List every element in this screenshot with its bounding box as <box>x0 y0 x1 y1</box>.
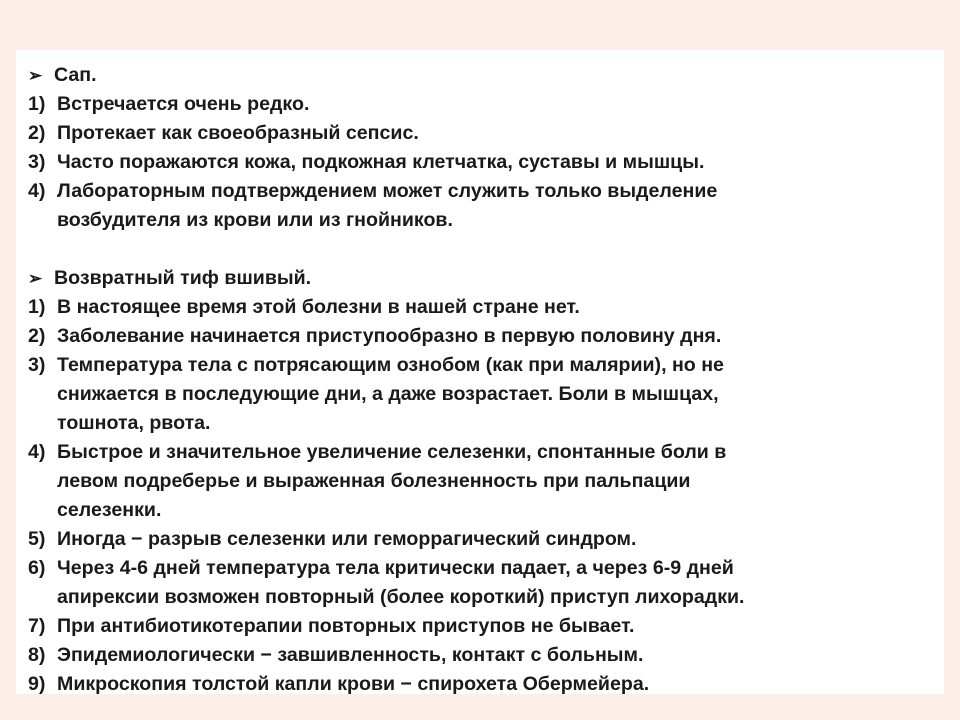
item-number: 3) <box>28 354 46 376</box>
slide-panel <box>16 50 944 694</box>
item-number: 1) <box>28 296 46 318</box>
section-title: Возвратный тиф вшивый. <box>54 267 312 289</box>
item-text: Встречается очень редко. <box>57 93 310 115</box>
item-text: В настоящее время этой болезни в нашей стране нет. <box>57 296 580 318</box>
list-item <box>28 322 928 351</box>
list-item <box>28 641 928 670</box>
list-item-continuation <box>28 409 928 438</box>
item-text: возбудителя из крови или из гнойников. <box>57 209 453 231</box>
item-number: 3) <box>28 151 46 173</box>
slide-content <box>28 61 928 699</box>
list-item-continuation <box>28 380 928 409</box>
item-text: При антибиотикотерапии повторных приступов не бывает. <box>57 615 635 637</box>
list-item <box>28 90 928 119</box>
item-number: 9) <box>28 673 46 695</box>
item-text: Эпидемиологически − завшивленность, контакт с больным. <box>57 644 644 666</box>
section-gap <box>28 235 928 264</box>
item-text: Протекает как своеобразный сепсис. <box>57 122 419 144</box>
item-text: Быстрое и значительное увеличение селезенки, спонтанные боли в <box>57 441 727 463</box>
list-item-continuation <box>28 467 928 496</box>
item-text: снижается в последующие дни, а даже возрастает. Боли в мышцах, <box>57 383 719 405</box>
list-item <box>28 148 928 177</box>
item-number: 2) <box>28 325 46 347</box>
item-number: 4) <box>28 441 46 463</box>
list-item <box>28 293 928 322</box>
list-item <box>28 612 928 641</box>
item-text: левом подреберье и выраженная болезненность при пальпации <box>57 470 691 492</box>
item-number: 2) <box>28 122 46 144</box>
item-number: 5) <box>28 528 46 550</box>
section-title: Сап. <box>54 64 97 86</box>
list-item <box>28 119 928 148</box>
item-text: тошнота, рвота. <box>57 412 211 434</box>
item-text: апирексии возможен повторный (более короткий) приступ лихорадки. <box>57 586 745 608</box>
item-text: Через 4-6 дней температура тела критически падает, а через 6-9 дней <box>57 557 734 579</box>
list-item <box>28 177 928 206</box>
arrow-bullet-icon: ➢ <box>28 269 43 288</box>
item-number: 8) <box>28 644 46 666</box>
list-item-continuation <box>28 496 928 525</box>
item-number: 7) <box>28 615 46 637</box>
arrow-bullet-icon: ➢ <box>28 66 43 85</box>
item-text: Температура тела с потрясающим ознобом (как при малярии), но не <box>57 354 724 376</box>
list-item <box>28 438 928 467</box>
section-heading <box>28 264 928 293</box>
list-item-continuation <box>28 206 928 235</box>
item-number: 4) <box>28 180 46 202</box>
list-item <box>28 670 928 699</box>
list-item <box>28 525 928 554</box>
item-text: Иногда − разрыв селезенки или геморрагический синдром. <box>57 528 637 550</box>
item-number: 6) <box>28 557 46 579</box>
item-text: Часто поражаются кожа, подкожная клетчатка, суставы и мышцы. <box>57 151 705 173</box>
item-text: Микроскопия толстой капли крови − спирохета Обермейера. <box>57 673 650 695</box>
section-heading <box>28 61 928 90</box>
item-text: Заболевание начинается приступообразно в первую половину дня. <box>57 325 722 347</box>
item-text: селезенки. <box>57 499 162 521</box>
list-item <box>28 554 928 583</box>
item-number: 1) <box>28 93 46 115</box>
list-item <box>28 351 928 380</box>
item-text: Лабораторным подтверждением может служить только выделение <box>57 180 718 202</box>
list-item-continuation <box>28 583 928 612</box>
